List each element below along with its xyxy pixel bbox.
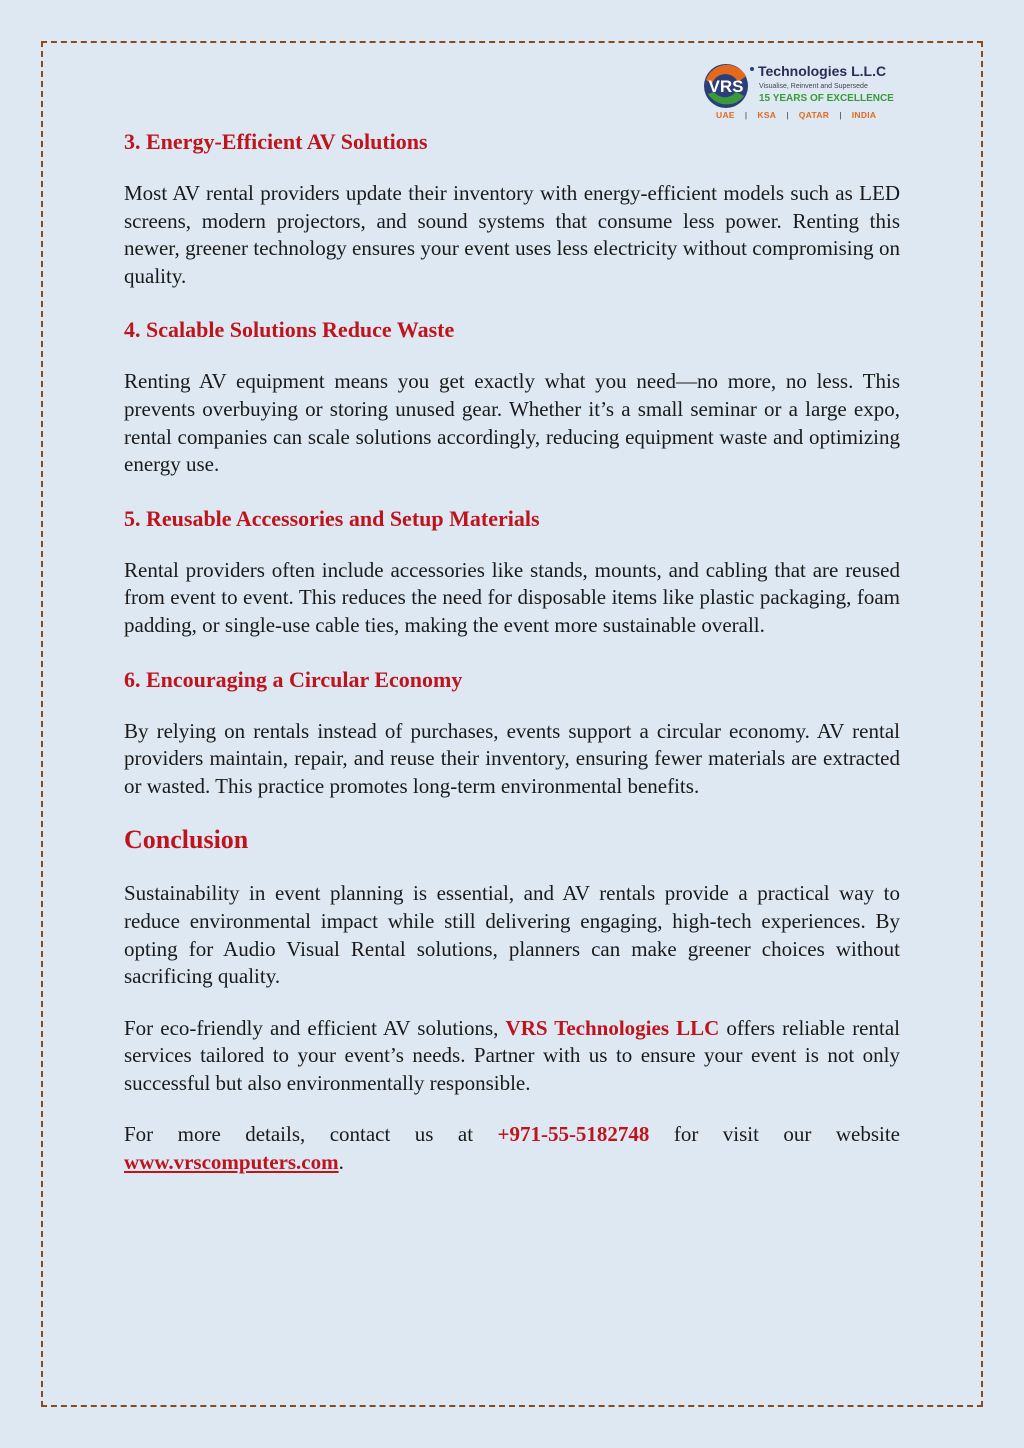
section-paragraph: Renting AV equipment means you get exactly what you need—no more, no less. This prevents overbuying or storing unused gear. Whether it’s a small seminar or a large expo, rental companies can scale solutions accordingly, reducing equipment waste and optimizing energy use. xyxy=(124,369,900,477)
website-link[interactable]: www.vrscomputers.com xyxy=(124,1150,339,1175)
contact-paragraph: For more details, contact us at +971-55-5182748 for visit our website www.vrscomputers.com. xyxy=(124,1122,900,1175)
conclusion-offer-paragraph: For eco-friendly and efficient AV solutions, VRS Technologies LLC offers reliable rental services tailored to your event’s needs. Partner with us to ensure your event is not only successful but also environmentally responsible. xyxy=(124,1015,900,1095)
conclusion-paragraph: Sustainability in event planning is essential, and AV rentals provide a practical way to reduce environmental impact while still delivering engaging, high-tech experiences. By opting for Audio Visual Rental solutions, planners can make greener choices without sacrificing quality. xyxy=(124,881,900,989)
section-paragraph: Rental providers often include accessories like stands, mounts, and cabling that are reused from event to event. This reduces the need for disposable items like plastic packaging, foam padding, or single-use cable ties, making the event more sustainable overall. xyxy=(124,557,900,637)
document-body xyxy=(124,126,900,1177)
section-heading: 6. Encouraging a Circular Economy xyxy=(124,666,463,692)
logo-company-name: Technologies L.L.C xyxy=(758,63,887,79)
section-heading: 4. Scalable Solutions Reduce Waste xyxy=(124,317,455,343)
region-qatar: QATAR xyxy=(798,110,830,120)
company-logo xyxy=(698,60,908,126)
region-uae: UAE xyxy=(716,110,735,120)
section-heading: 5. Reusable Accessories and Setup Materials xyxy=(124,505,540,531)
conclusion-heading: Conclusion xyxy=(124,825,249,855)
logo-years: 15 YEARS OF EXCELLENCE xyxy=(759,93,894,104)
section-heading: 3. Energy-Efficient AV Solutions xyxy=(124,129,428,154)
phone-number[interactable]: +971-55-5182748 xyxy=(497,1122,650,1147)
region-ksa: KSA xyxy=(757,110,777,120)
logo-mark: VRS xyxy=(708,77,744,96)
logo-tagline: Visualise, Reinvent and Supersede xyxy=(759,83,868,90)
region-india: INDIA xyxy=(851,110,877,120)
company-name-highlight: VRS Technologies LLC xyxy=(505,1015,720,1040)
section-paragraph: By relying on rentals instead of purchases, events support a circular economy. AV rental providers maintain, repair, and reuse their inventory, ensuring fewer materials are extracted or wasted. This practice promotes long-term environmental benefits. xyxy=(124,718,900,798)
section-paragraph: Most AV rental providers update their inventory with energy-efficient models such as LED screens, modern projectors, and sound systems that consume less power. Renting this newer, greener technology ensures your event uses less electricity without compromising on quality. xyxy=(124,181,900,288)
logo-regions: UAE | KSA | QATAR | INDIA xyxy=(716,110,877,120)
